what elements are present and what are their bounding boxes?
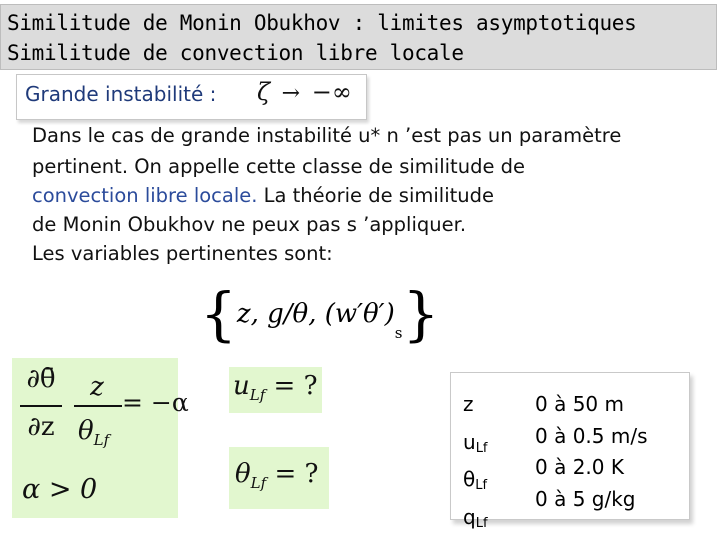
ranges-value-column (535, 389, 648, 515)
instability-label: Grande instabilité : (25, 82, 217, 106)
eq1-fraction-line-1 (20, 405, 62, 407)
zeta-symbol: ζ (257, 78, 271, 106)
minus-infinity: −∞ (311, 78, 352, 106)
eq1-rhs: = −α (122, 388, 189, 417)
ranges-row-var: $\theta_{Lf}$ (463, 467, 488, 493)
eq1-denominator-2 (78, 416, 109, 449)
ranges-row-var: z (463, 392, 474, 416)
eq1-numerator-2: z (90, 372, 104, 402)
instability-equation (257, 78, 352, 106)
paragraph-line-5: Les variables pertinentes sont: (32, 242, 333, 265)
ranges-table (450, 372, 690, 531)
alpha-condition: α > 0 (22, 474, 98, 505)
variables-set (200, 280, 439, 348)
theta-lf-equation (235, 459, 318, 492)
eq1-numerator-1: ∂θ̄ (26, 364, 56, 394)
ranges-variable-column (463, 389, 488, 539)
theta-lf-subscript: Lf (250, 474, 267, 493)
eq1-denominator-1: ∂z (27, 412, 55, 442)
eq1-denominator-subscript: Lf (93, 431, 110, 450)
u-lf-subscript: Lf (249, 386, 266, 405)
ranges-row-value: 0 à 2.0 K (535, 455, 624, 479)
ranges-row-value: 0 à 5 g/kg (535, 486, 636, 511)
theta-symbol: θ (235, 459, 251, 489)
title-line-1: Similitude de Monin Obukhov : limites asymptotiques (7, 11, 637, 35)
close-brace: } (402, 280, 440, 348)
paragraph-line-1: Dans le cas de grande instabilité u* n ’est pas un paramètre (32, 124, 622, 147)
variables-content: z, g/θ, (w′θ′) (236, 299, 395, 329)
eq1-fraction-line-2 (74, 405, 122, 407)
paragraph-line-2: pertinent. On appelle cette classe de similitude de (32, 155, 526, 178)
theta-symbol: θ (78, 416, 94, 446)
ranges-row-value: 0 à 0.5 m/s (535, 423, 648, 448)
ranges-row-value: 0 à 50 m (535, 392, 624, 416)
title-bar (0, 4, 717, 70)
highlight-term: convection libre locale. (32, 184, 258, 207)
arrow-icon: → (281, 81, 301, 106)
open-brace: { (200, 280, 237, 348)
paragraph-line-3 (32, 184, 494, 207)
u-lf-box (229, 367, 322, 413)
instability-box (16, 74, 367, 120)
paragraph-line-3-rest: La théorie de similitude (257, 184, 495, 207)
theta-lf-rhs: = ? (274, 459, 319, 489)
variables-subscript: s (394, 324, 403, 342)
u-symbol: u (233, 371, 250, 401)
gradient-equation-box (12, 358, 189, 518)
paragraph-line-4: de Monin Obukhov ne peux pas s ’appliquer. (32, 213, 467, 236)
u-lf-rhs: = ? (273, 371, 318, 401)
theta-lf-box (229, 447, 329, 509)
title-line-2: Similitude de convection libre locale (7, 41, 464, 65)
ranges-row-var: $q_{Lf}$ (463, 504, 488, 531)
ranges-row-var: $u_{Lf}$ (463, 429, 488, 456)
u-lf-equation (233, 371, 318, 404)
